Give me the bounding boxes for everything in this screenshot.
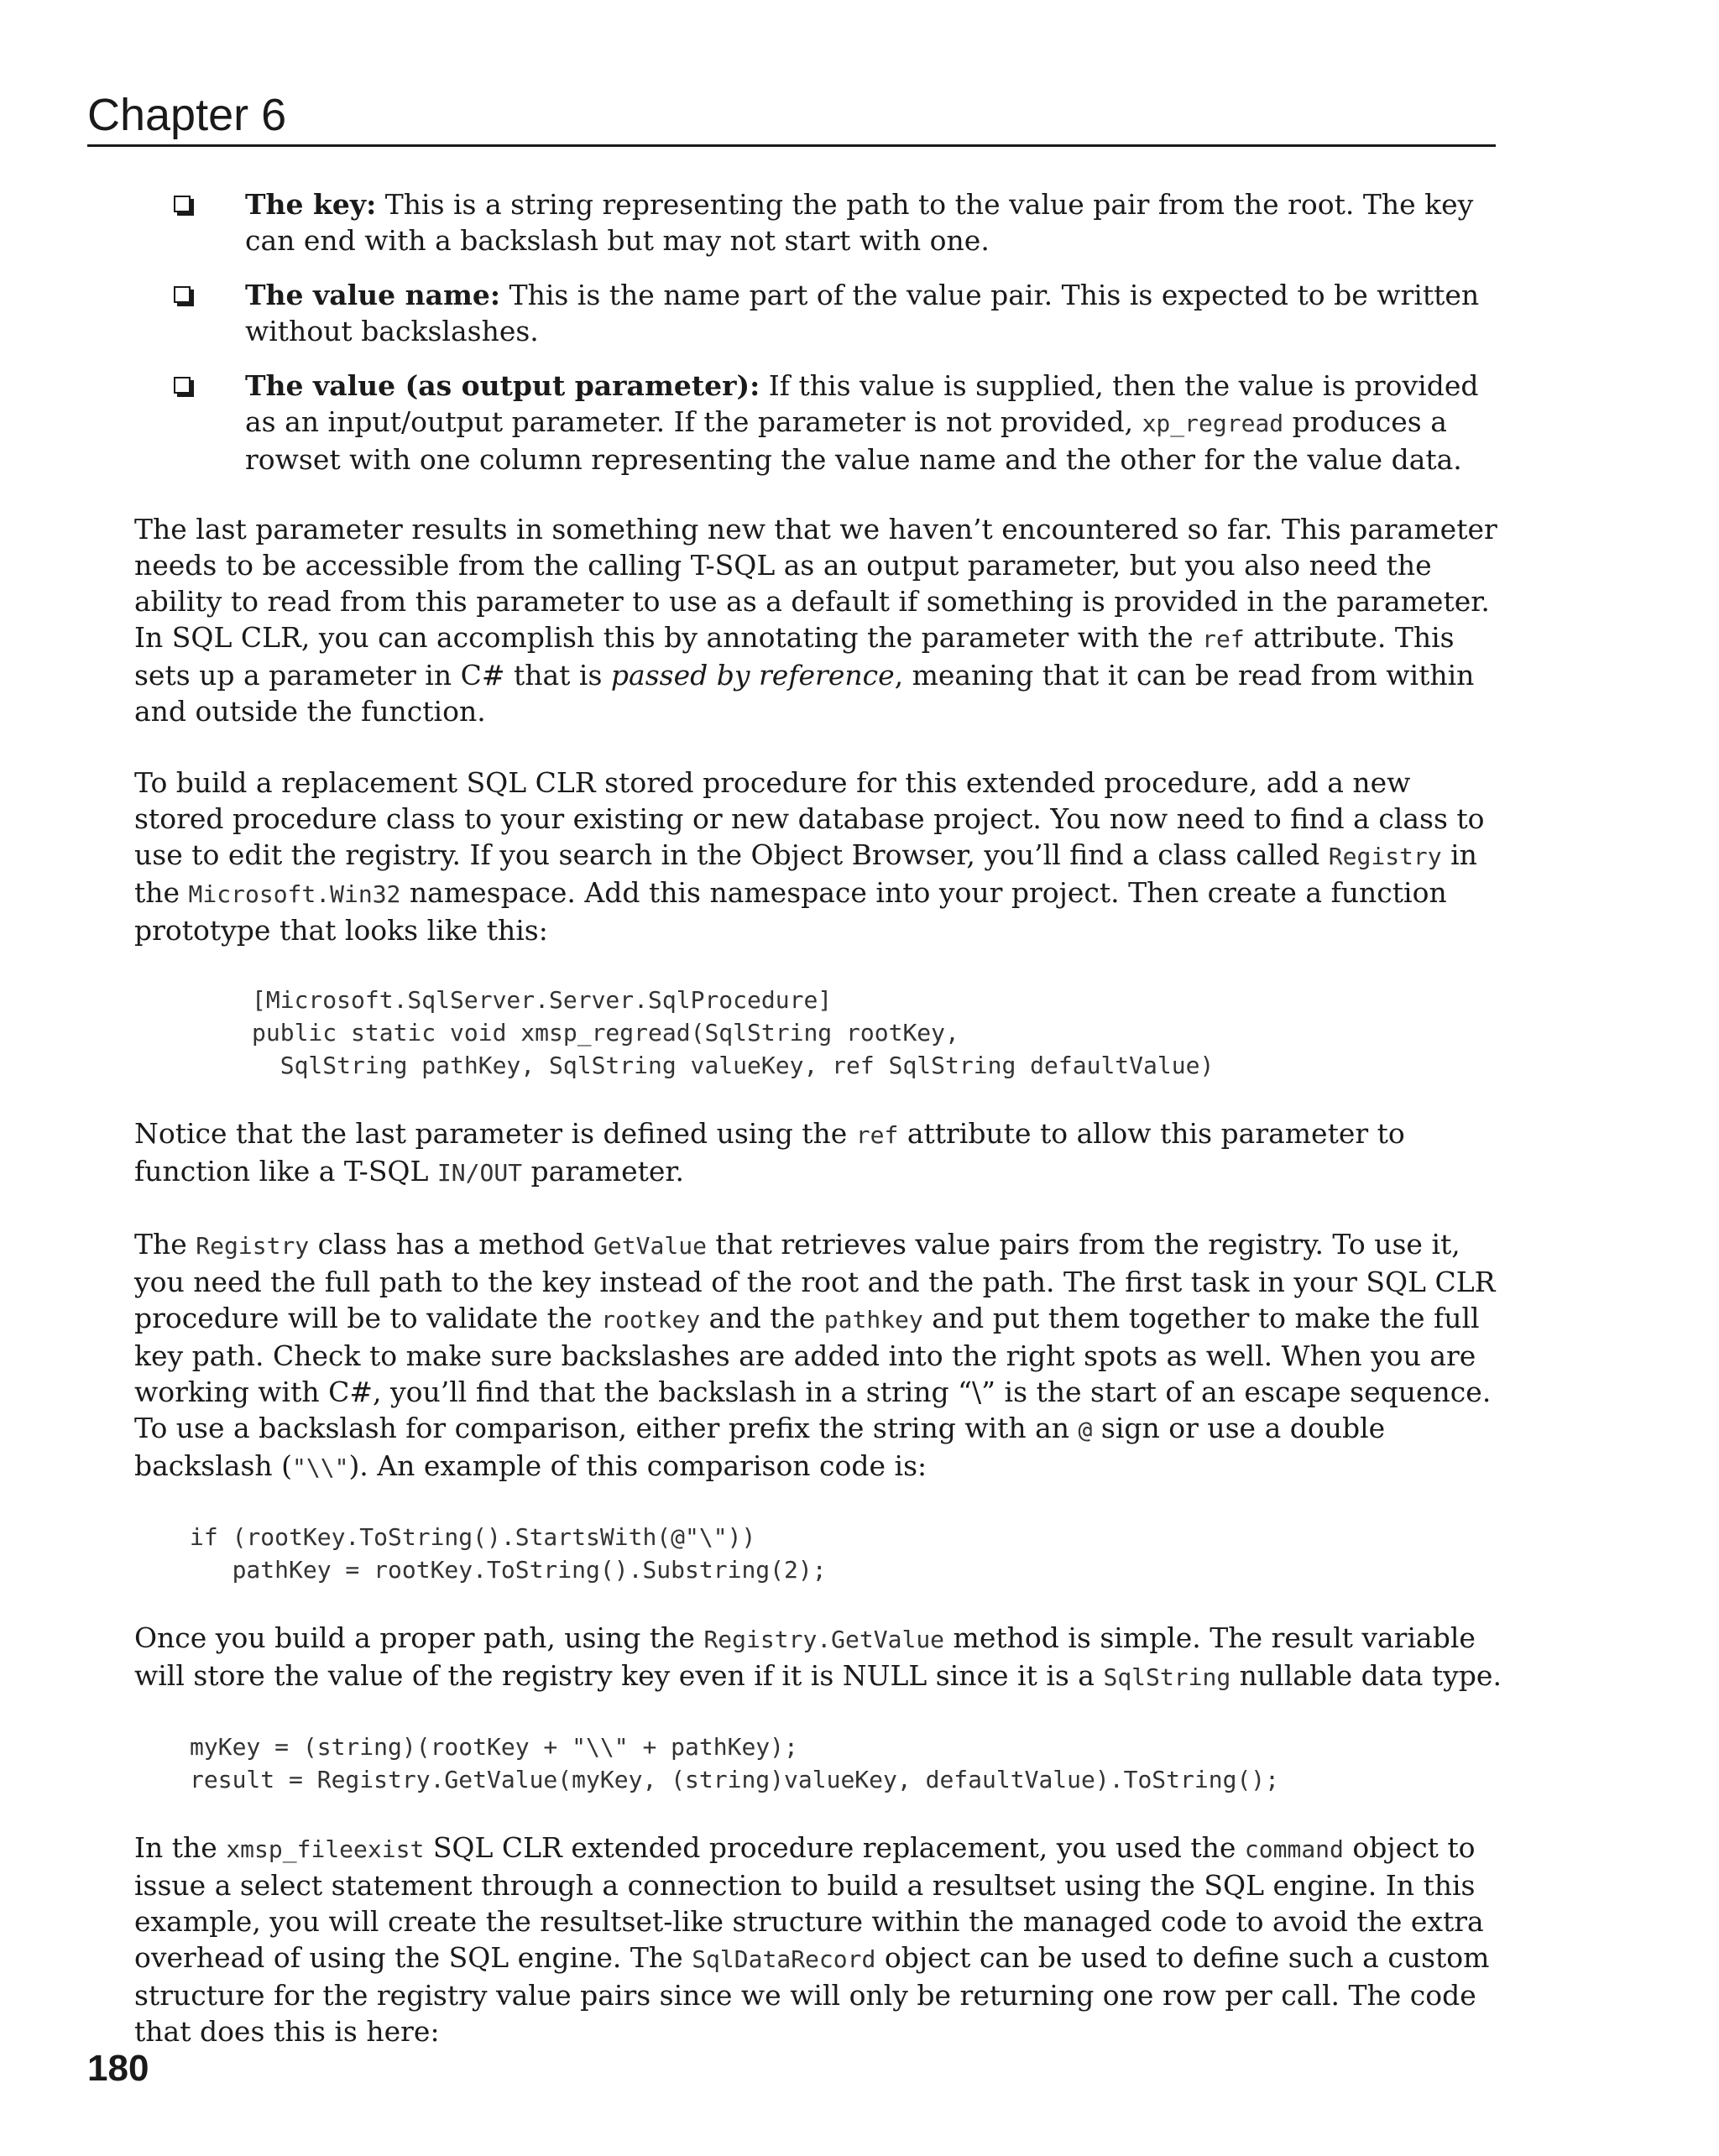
paragraph <box>134 511 1502 729</box>
page-body <box>134 186 1502 2085</box>
inline-code: Registry <box>196 1232 310 1260</box>
code-line: if (rootKey.ToString().StartsWith(@"\")) <box>190 1523 756 1551</box>
code-line: [Microsoft.SqlServer.Server.SqlProcedure] <box>252 986 833 1014</box>
text: The <box>134 1228 196 1261</box>
text: method is simple. The result variable will store the value of the registry key even if it is NULL since it is a <box>134 1621 1476 1692</box>
bullet-text: If this value is supplied, then the value is provided as an input/output parameter. If the parameter is not provided, <box>245 369 1479 438</box>
emphasis: passed by reference <box>610 659 895 692</box>
inline-code: ref <box>1202 625 1245 653</box>
checkbox-bullet-icon <box>174 377 191 394</box>
list-item <box>134 186 1502 258</box>
inline-code: GetValue <box>593 1232 707 1260</box>
text: and put them together to make the full key path. Check to make sure backslashes are added into the right spots as well. When you are working with C#, you’ll find that the backslash in a string “\” is the start of an escape sequence. To use a backslash for comparison, either prefix the string with an <box>134 1302 1492 1444</box>
text: object to issue a select statement through a connection to build a resultset using the SQL engine. In this example, you will create the resultset-like structure within the managed code to avoid the extra overhead of using the SQL engine. The <box>134 1831 1484 1974</box>
inline-code: ref <box>855 1121 899 1149</box>
text: Notice that the last parameter is defined using the <box>134 1117 856 1150</box>
code-line: public static void xmsp_regread(SqlString rootKey, <box>252 1019 959 1047</box>
checkbox-bullet-icon <box>174 286 191 303</box>
inline-code: Microsoft.Win32 <box>188 880 401 908</box>
text: in the <box>134 838 1477 909</box>
parameter-list <box>134 186 1502 478</box>
text: parameter. <box>522 1155 685 1188</box>
text: and the <box>700 1302 824 1334</box>
text: attribute. This sets up a parameter in C# that is <box>134 621 1455 692</box>
checkbox-bullet-icon <box>174 196 191 212</box>
inline-code: rootkey <box>601 1306 701 1334</box>
code-line: result = Registry.GetValue(myKey, (string)valueKey, defaultValue).ToString(); <box>190 1766 1280 1793</box>
inline-code: command <box>1244 1835 1344 1863</box>
text: Once you build a proper path, using the <box>134 1621 704 1654</box>
text: class has a method <box>309 1228 594 1261</box>
text: namespace. Add this namespace into your project. Then create a function prototype that looks like this: <box>134 876 1447 947</box>
paragraph <box>134 1620 1502 1695</box>
inline-code: pathkey <box>823 1306 923 1334</box>
chapter-header <box>87 81 1496 147</box>
inline-code: "\\" <box>292 1454 349 1481</box>
bullet-text: This is a string representing the path to the value pair from the root. The key can end with a backslash but may not start with one. <box>245 188 1474 257</box>
text: sign or use a double backslash ( <box>134 1412 1386 1482</box>
text: that retrieves value pairs from the registry. To use it, you need the full path to the key instead of the root and the path. The first task in your SQL CLR procedure will be to validate the <box>134 1228 1496 1334</box>
inline-code: Registry.GetValue <box>703 1626 945 1653</box>
code-block <box>134 984 1502 1082</box>
text: In the <box>134 1831 227 1864</box>
inline-code: xp_regread <box>1142 410 1284 437</box>
list-item <box>134 368 1502 478</box>
text: , meaning that it can be read from within and outside the function. <box>134 659 1475 728</box>
code-line: pathKey = rootKey.ToString().Substring(2); <box>190 1556 827 1584</box>
chapter-title: Chapter 6 <box>87 90 287 140</box>
paragraph <box>134 1115 1502 1191</box>
paragraph <box>134 1226 1502 1485</box>
code-line: SqlString pathKey, SqlString valueKey, ref SqlString defaultValue) <box>252 1052 1215 1079</box>
inline-code: SqlDataRecord <box>692 1945 876 1973</box>
inline-code: IN/OUT <box>436 1159 523 1187</box>
bullet-term: The value (as output parameter): <box>245 369 760 402</box>
inline-code: Registry <box>1328 843 1442 870</box>
text: object can be used to define such a custom structure for the registry value pairs since we will only be returning one row per call. The code that does this is here: <box>134 1941 1490 2048</box>
text: ). An example of this comparison code is: <box>348 1449 927 1482</box>
text: The last parameter results in something new that we haven’t encountered so far. This parameter needs to be accessible from the calling T-SQL as an output parameter, but you also need the ability to read from this parameter to use as a default if something is provided in the parameter. In SQL CLR, you can accomplish this by annotating the parameter with the <box>134 513 1497 654</box>
paragraph <box>134 1830 1502 2049</box>
text: To build a replacement SQL CLR stored procedure for this extended procedure, add a new stored procedure class to your existing or new database project. You now need to find a class to use to edit the registry. If you search in the Object Browser, you’ll find a class called <box>134 766 1485 871</box>
code-block <box>134 1731 1502 1796</box>
inline-code: @ <box>1078 1416 1093 1443</box>
code-line: myKey = (string)(rootKey + "\\" + pathKey); <box>190 1733 798 1761</box>
list-item <box>134 277 1502 349</box>
bullet-term: The key: <box>245 188 377 221</box>
bullet-text: This is the name part of the value pair. This is expected to be written without backslashes. <box>245 279 1480 347</box>
inline-code: SqlString <box>1103 1663 1231 1691</box>
bullet-text: produces a rowset with one column representing the value name and the other for the value data. <box>245 405 1462 476</box>
text: attribute to allow this parameter to function like a T-SQL <box>134 1117 1405 1188</box>
page-number: 180 <box>87 2048 149 2089</box>
paragraph <box>134 765 1502 948</box>
inline-code: xmsp_fileexist <box>226 1835 425 1863</box>
bullet-term: The value name: <box>245 279 501 311</box>
text: nullable data type. <box>1230 1659 1502 1692</box>
code-block <box>134 1521 1502 1586</box>
text: SQL CLR extended procedure replacement, you used the <box>424 1831 1245 1864</box>
